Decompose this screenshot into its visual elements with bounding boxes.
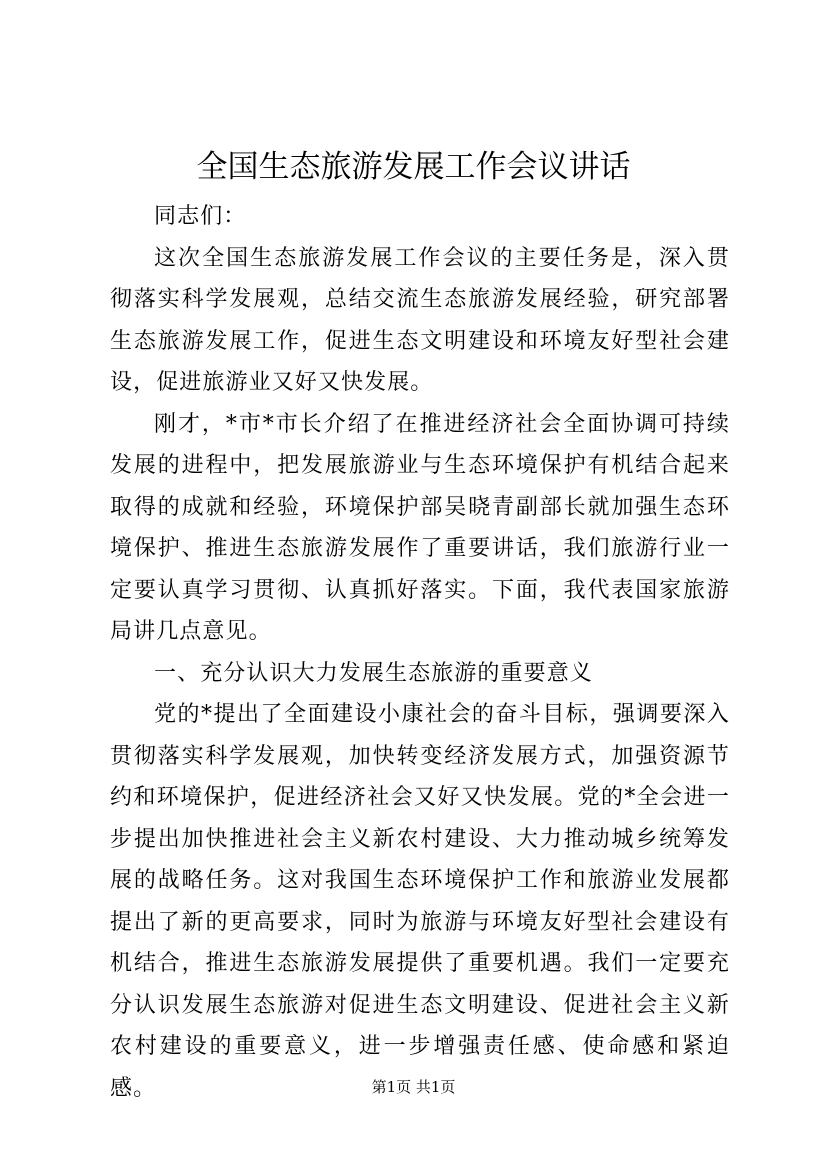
- document-body: [110, 196, 730, 1109]
- paragraph-1: 这次全国生态旅游发展工作会议的主要任务是，深入贯彻落实科学发展观，总结交流生态旅游发展经验，研究部署生态旅游发展工作，促进生态文明建设和环境友好型社会建设，促进旅游业又好又快发展。: [110, 245, 730, 395]
- greeting: 同志们：: [154, 204, 247, 229]
- section-heading-1: 一、充分认识大力发展生态旅游的重要意义: [154, 660, 593, 686]
- page-footer: 第1页 共1页: [371, 1078, 456, 1096]
- paragraph-2: 刚才，*市*市长介绍了在推进经济社会全面协调可持续发展的进程中，把发展旅游业与生态环境保护有机结合起来取得的成就和经验，环境保护部吴晓青副部长就加强生态环境保护、推进生态旅游发展作了重要讲话，我们旅游行业一定要认真学习贯彻、认真抓好落实。下面，我代表国家旅游局讲几点意见。: [110, 411, 730, 644]
- paragraph-3: 党的*提出了全面建设小康社会的奋斗目标，强调要深入贯彻落实科学发展观，加快转变经济发展方式，加强资源节约和环境保护，促进经济社会又好又快发展。党的*全会进一步提出加快推进社会主义新农村建设、大力推动城乡统筹发展的战略任务。这对我国生态环境保护工作和旅游业发展都提出了新的更高要求，同时为旅游与环境友好型社会建设有机结合，推进生态旅游发展提供了重要机遇。我们一定要充分认识发展生态旅游对促进生态文明建设、促进社会主义新农村建设的重要意义，进一步增强责任感、使命感和紧迫感。: [110, 702, 730, 1101]
- document-title: 全国生态旅游发展工作会议讲话: [196, 149, 631, 185]
